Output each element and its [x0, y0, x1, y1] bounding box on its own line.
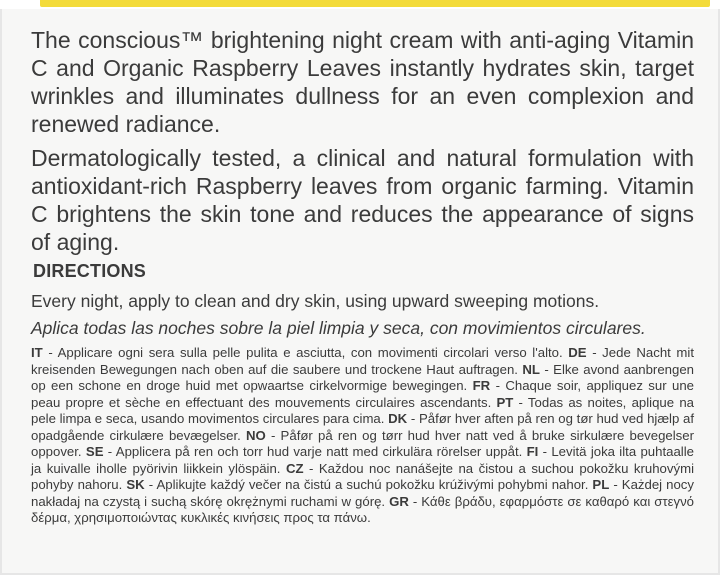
description-paragraph-2: Dermatologically tested, a clinical and natural formulation with antioxidant-rich Raspberry leaves from organic farming. Vitamin C brightens the skin tone and reduces the appearance of signs of aging.	[31, 145, 694, 255]
lang-text-gr: - Κάθε βράδυ, εφαρμόστε σε καθαρό και στεγνό δέρμα, χρησιμοποιώντας κυκλικές κινήσεις προς τα πάνω.	[31, 493, 694, 525]
top-border	[0, 0, 720, 9]
lang-text-no: - Påfør på ren og tørr hud hver natt ved å bruke sirkulære bevegelser oppover.	[31, 427, 694, 459]
lang-code-pt: PT	[496, 394, 514, 410]
lang-code-cz: CZ	[285, 460, 304, 476]
description-paragraph-1: The conscious™ brightening night cream with anti-aging Vitamin C and Organic Raspberry Leaves instantly hydrates skin, target wrinkles and illuminates dullness for an even complexion and renewed radiance.	[31, 27, 694, 137]
lang-code-pl: PL	[592, 477, 610, 492]
lang-text-fi: - Levitä joka ilta puhtaalle ja kuivalle iholle pyörivin liikkein ylöspäin.	[31, 444, 695, 476]
lang-text-sk: - Aplikujte každý večer na čistú a suchú pokožku krúživými pohybmi nahor.	[144, 477, 593, 492]
lang-code-de: DE	[568, 345, 587, 360]
lang-text-nl: - Elke avond aanbrengen op een schone en droge huid met opwaartse cirkelvormige bewegingen.	[31, 361, 694, 393]
directions-english: Every night, apply to clean and dry skin, using upward sweeping motions.	[31, 291, 600, 311]
lang-text-dk: - Påfør hver aften på ren og tør hud ved hjælp af opadgående cirkulære bevægelser.	[31, 411, 695, 443]
lang-code-sk: SK	[126, 477, 145, 492]
lang-text-cz: - Každou noc nanášejte na čistou a suchou pokožku kruhovými pohyby nahoru.	[31, 460, 694, 492]
lang-code-dk: DK	[388, 411, 408, 426]
lang-text-de: - Jede Nacht mit kreisenden Bewegungen nach oben auf die saubere und trockene Haut auftragen.	[31, 345, 694, 377]
product-description	[31, 26, 694, 262]
directions-spanish: Aplica todas las noches sobre la piel limpia y seca, con movimientos circulares.	[31, 318, 646, 338]
multilingual-directions	[31, 345, 694, 527]
lang-code-nl: NL	[522, 361, 540, 377]
lang-code-fr: FR	[472, 378, 491, 393]
lang-text-pl: - Każdej nocy nakładaj na czystą i suchą skórę okrężnymi ruchami w górę.	[31, 477, 694, 509]
directions-heading: DIRECTIONS	[33, 261, 147, 281]
lang-code-no: NO	[246, 427, 266, 443]
lang-text-pt: - Todas as noites, aplique na pele limpa e seca, usando movimentos circulares para cima.	[31, 394, 694, 426]
yellow-accent-stripe	[40, 0, 710, 7]
lang-code-gr: GR	[389, 493, 409, 509]
lang-code-fi: FI	[526, 444, 539, 459]
lang-code-se: SE	[85, 444, 104, 459]
lang-text-fr: - Chaque soir, appliquez sur une peau propre et sèche en effectuant des mouvements circulaires ascendants.	[31, 378, 694, 410]
lang-code-it: IT	[31, 345, 43, 360]
lang-text-it: - Applicare ogni sera sulla pelle pulita e asciutta, con movimenti circolari verso l'alto.	[42, 345, 569, 360]
directions-section	[33, 259, 693, 340]
lang-text-se: - Applicera på ren och torr hud varje natt med cirkulära rörelser uppåt.	[103, 444, 527, 459]
